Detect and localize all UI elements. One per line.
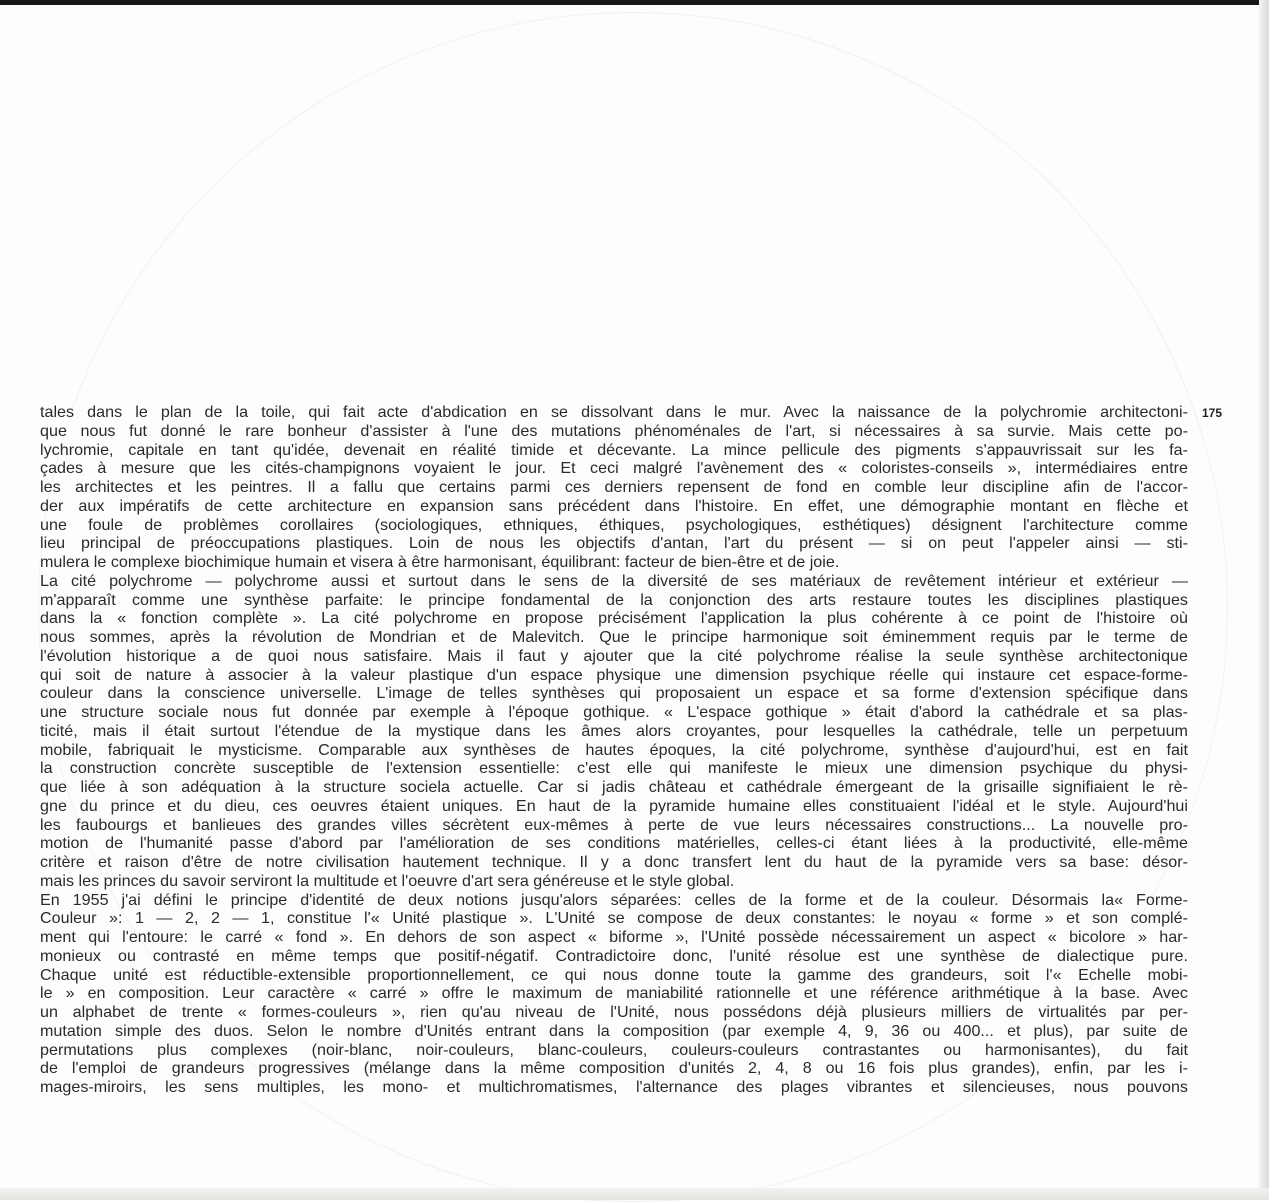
paragraph-end-line: mulera le complexe biochimique humain et visera à être harmonisant, équilibrant: facteur de bien-être et de joie. (40, 553, 840, 571)
text-line: que nous fut donné le rare bonheur d'assister à l'une des mutations phénoménales de l'art, si nécessaires à sa survie. Mais cette po- (40, 421, 1188, 440)
text-line: de l'emploi de grandeurs progressives (mélange dans la même composition d'unités 2, 4, 8 ou 16 fois plus grandes), enfin, par les i- (40, 1059, 1188, 1078)
text-line: çades à mesure que les cités-champignons voyaient le jour. Et ceci malgré l'avènement des « coloristes-conseils », intermédiaires entre (40, 459, 1188, 478)
text-line: monieux ou contrasté en même temps que positif-négatif. Contradictoire donc, l'unité résolue est une synthèse de dialectique pure. (40, 946, 1188, 965)
text-line: mutation simple des duos. Selon le nombre d'Unités entrant dans la composition (par exemple 4, 9, 36 ou 400... et plus), par suite de (40, 1021, 1188, 1040)
text-line: qui soit de nature à associer à la valeur plastique d'un espace physique une dimension psychique réelle qui instaure cet espace-forme- (40, 665, 1188, 684)
paragraph-end-line: mais les princes du savoir serviront la multitude et l'oeuvre d'art sera généreuse et le style global. (40, 871, 735, 890)
text-line: ticité, mais il était surtout l'étendue de la mystique dans les âmes alors croyantes, pour lesquelles la cathédrale, telle un perpetuum (40, 721, 1188, 740)
text-line: mages-miroirs, les sens multiples, les mono- et multichromatismes, l'alternance des plages vibrantes et silencieuses, nous pouvons (40, 1078, 1188, 1096)
text-line: ment qui l'entoure: le carré « fond ». En dehors de son aspect « biforme », l'Unité possède nécessairement un aspect « bicolore » har- (40, 928, 1188, 946)
text-line: lychromie, capitale en tant qu'idée, devenait en réalité timide et décevante. La mince pellicule des pigments s'appauvrissait sur les fa- (40, 440, 1188, 459)
text-line: critère et raison d'être de notre civilisation hautement technique. Il y a donc transfert lent du haut de la pyramide vers sa base: désor- (40, 853, 1188, 871)
text-line: En 1955 j'ai défini le principe d'identité de deux notions jusqu'alors séparées: celles de la forme et de la couleur. Désormais la« Forme- (40, 890, 1188, 909)
text-line: les architectes et les peintres. Il a fallu que certains parmi ces derniers repensent de fond en comble leur discipline afin de l'accor- (40, 478, 1188, 496)
text-line: gne du prince et du dieu, ces oeuvres étaient uniques. En haut de la pyramide humaine elles constituaient l'idéal et le style. Aujourd'hui (40, 796, 1188, 815)
text-line: La cité polychrome — polychrome aussi et surtout dans le sens de la diversité de ses matériaux de revêtement intérieur et extérieur — (40, 571, 1188, 590)
text-line: mobile, fabriquait le mysticisme. Comparable aux synthèses de hautes époques, la cité polychrome, synthèse d'aujourd'hui, est en fait (40, 740, 1188, 759)
text-line: une structure sociale nous fut donnée par exemple à l'époque gothique. « L'espace gothique » était d'abord la cathédrale et sa plas- (40, 703, 1188, 721)
page-top-edge (0, 0, 1269, 5)
page-right-edge (1259, 0, 1269, 1200)
text-line: motion de l'humanité passe d'abord par l'amélioration de ses conditions matérielles, celles-ci étant liées à la productivité, elle-même (40, 834, 1188, 853)
text-line: le » en composition. Leur caractère « carré » offre le maximum de maniabilité rationnelle et une référence arithmétique à la base. Avec (40, 984, 1188, 1003)
text-line: nous sommes, après la révolution de Mondrian et de Malevitch. Que le principe harmonique soit éminemment requis par le terme de (40, 628, 1188, 646)
text-line: lieu principal de préoccupations plastiques. Loin de nous les objectifs d'antan, l'art du présent — si on peut l'appeler ainsi — sti- (40, 534, 1188, 553)
text-line: der aux impératifs de cette architecture en expansion sans précédent dans l'histoire. En effet, une démographie montant en flèche et (40, 496, 1188, 515)
text-line: m'apparaît comme une synthèse parfaite: le principe fondamental de la conjonction des arts restaure toutes les disciplines plastiques (40, 590, 1188, 609)
text-line: les faubourgs et banlieues des grandes villes sécrètent eux-mêmes à perte de vue leurs nécessaires constructions... La nouvelle pro- (40, 815, 1188, 834)
text-line: permutations plus complexes (noir-blanc, noir-couleurs, blanc-couleurs, couleurs-couleurs contrastantes ou harmonisantes), du fait (40, 1040, 1188, 1059)
text-line: tales dans le plan de la toile, qui fait acte d'abdication en se dissolvant dans le mur. Avec la naissance de la polychromie architectoni- (40, 403, 1188, 421)
text-line: Chaque unité est réductible-extensible proportionnellement, ce qui nous donne toute la gamme des grandeurs, soit l'« Echelle mobi- (40, 965, 1188, 984)
text-line: dans la « fonction complète ». La cité polychrome en propose précisément l'application la plus cohérente à ce point de l'histoire où (40, 609, 1188, 628)
text-line: un alphabet de trente « formes-couleurs », rien qu'au niveau de l'Unité, nous possédons déjà plusieurs milliers de virtualités par per- (40, 1003, 1188, 1021)
text-line: que liée à son adéquation à la structure sociela actuelle. Car si jadis château et cathédrale émergeant de la grisaille signifiaient le rè- (40, 778, 1188, 796)
text-line: la construction concrète susceptible de l'extension essentielle: c'est elle qui manifeste le mieux une dimension psychique du physi- (40, 759, 1188, 778)
text-line: une foule de problèmes corollaires (sociologiques, ethniques, éthiques, psychologiques, esthétiques) désignent l'architecture comme (40, 515, 1188, 534)
text-line: l'évolution historique a de quoi nous satisfaire. Mais il faut y ajouter que la cité polychrome réalise la seule synthèse architectonique (40, 646, 1188, 665)
page-bottom-edge (0, 1188, 1269, 1200)
body-text (40, 403, 1188, 1097)
text-line: couleur dans la conscience universelle. L'image de telles synthèses qui proposaient un espace et sa forme d'extension spécifique dans (40, 684, 1188, 703)
text-line: Couleur »: 1 — 2, 2 — 1, constitue l'« Unité plastique ». L'Unité se compose de deux constantes: le noyau « forme » et son complé- (40, 909, 1188, 928)
page-number: 175 (1202, 406, 1223, 420)
